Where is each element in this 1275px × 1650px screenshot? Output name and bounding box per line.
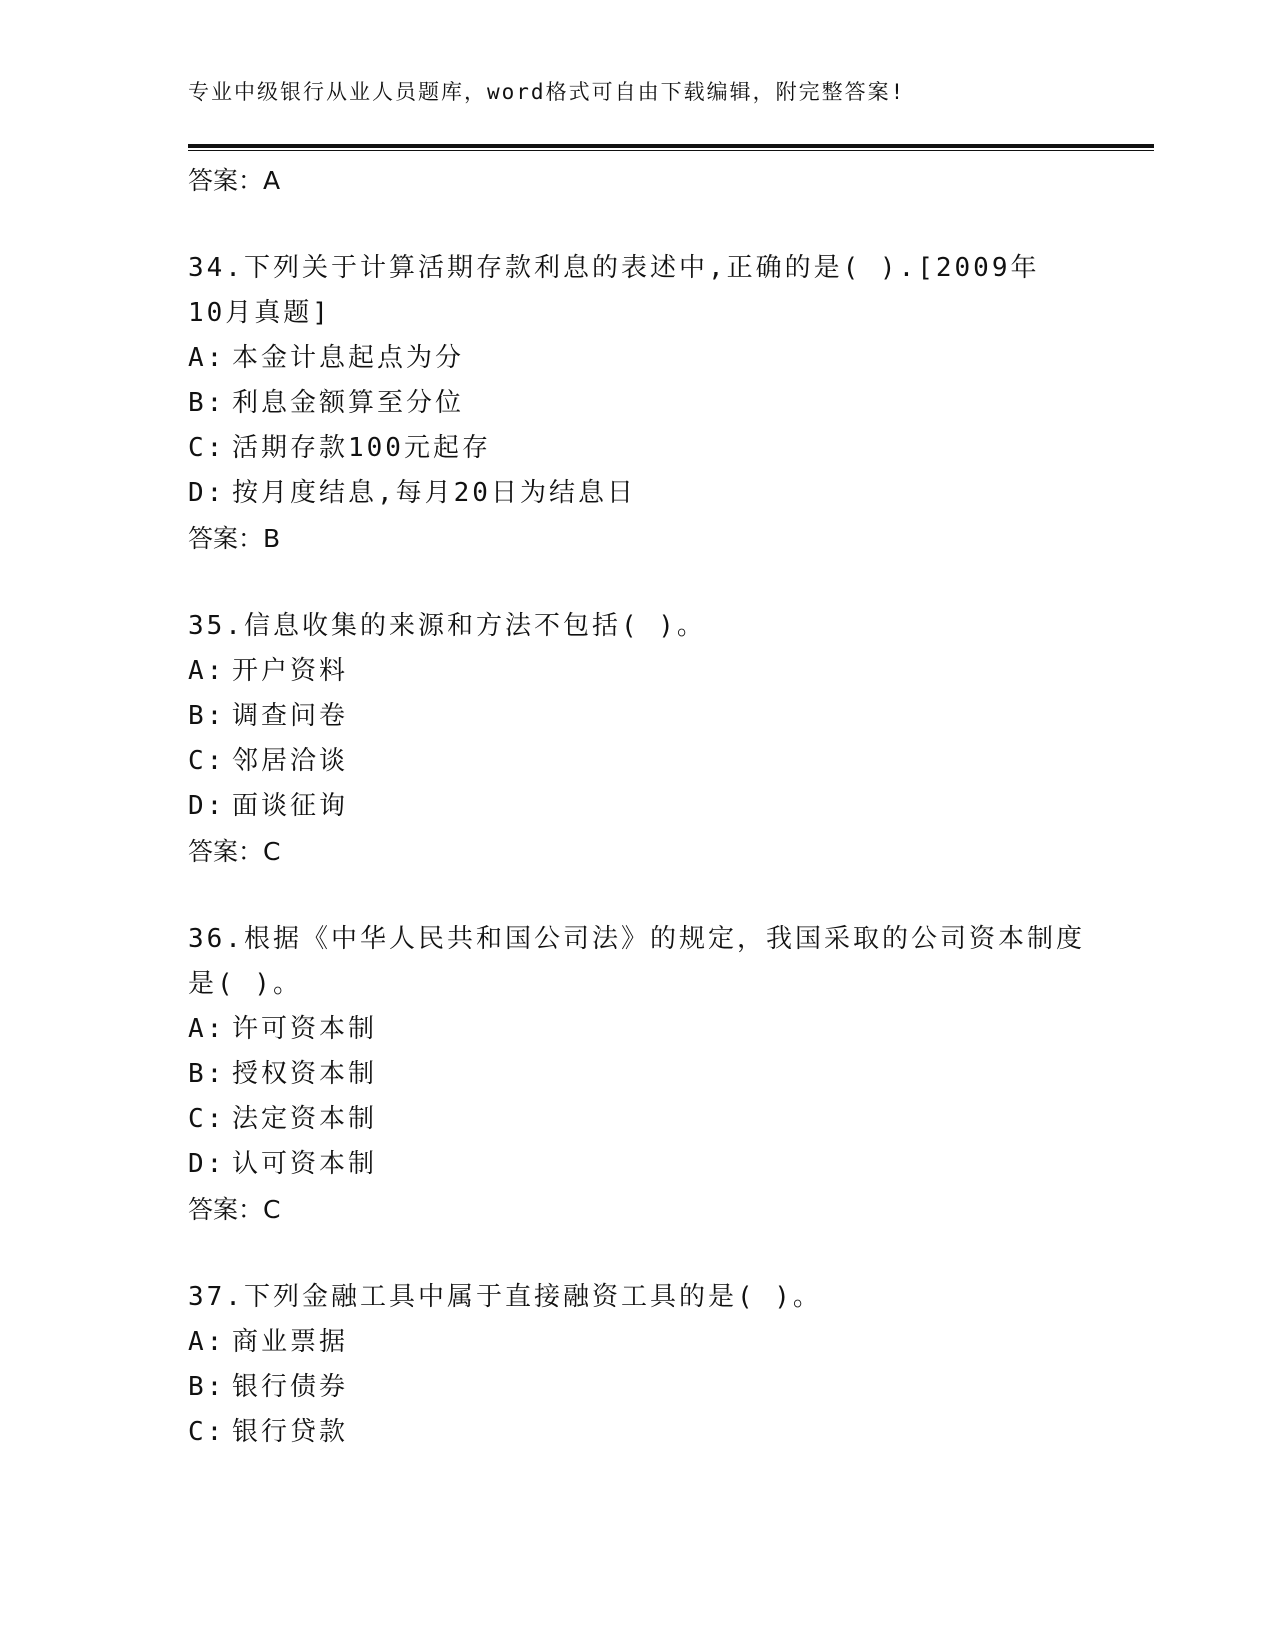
answer-line: 答案：C [188,1195,281,1224]
option-key: C: [188,746,226,776]
option-key: A: [188,1014,226,1044]
header-divider-thin [188,150,1154,151]
question-34 [188,246,1088,562]
option-a [188,1007,1088,1052]
option-key: D: [188,791,226,821]
option-text: 邻居洽谈 [232,746,349,776]
option-c [188,739,1088,784]
option-key: B: [188,701,226,731]
option-key: A: [188,1327,226,1357]
option-d [188,1142,1088,1187]
question-text: 10月真题] [188,298,331,328]
option-text: 利息金额算至分位 [232,388,465,418]
option-key: D: [188,478,226,508]
answer-line: 答案：C [188,837,281,866]
question-text: 是( )。 [188,969,302,999]
option-text: 本金计息起点为分 [232,343,465,373]
question-text: 34.下列关于计算活期存款利息的表述中,正确的是( ).[2009年 [188,253,1040,283]
question-text: 36.根据《中华人民共和国公司法》的规定，我国采取的公司资本制度 [188,924,1085,954]
header-divider-thick [188,144,1154,148]
option-d [188,471,1088,516]
option-key: D: [188,1149,226,1179]
option-key: B: [188,1059,226,1089]
page-header-text: 专业中级银行从业人员题库，word格式可自由下载编辑，附完整答案! [188,80,906,104]
option-c [188,1097,1088,1142]
option-key: A: [188,656,226,686]
option-text: 授权资本制 [232,1059,378,1089]
option-text: 法定资本制 [232,1104,378,1134]
option-d [188,784,1088,829]
option-text: 商业票据 [232,1327,349,1357]
question-text: 37.下列金融工具中属于直接融资工具的是( )。 [188,1282,822,1312]
option-key: C: [188,433,226,463]
option-b [188,694,1088,739]
option-b [188,1052,1088,1097]
option-a [188,1320,1088,1365]
option-key: B: [188,1372,226,1402]
question-text: 35.信息收集的来源和方法不包括( )。 [188,611,706,641]
question-list [188,158,1088,1455]
option-b [188,1365,1088,1410]
option-text: 认可资本制 [232,1149,378,1179]
option-text: 按月度结息,每月20日为结息日 [232,478,636,508]
option-c [188,426,1088,471]
option-text: 银行贷款 [232,1417,349,1447]
option-a [188,649,1088,694]
option-text: 调查问卷 [232,701,349,731]
answer-line: 答案：A [188,166,281,195]
question-35 [188,604,1088,875]
option-text: 活期存款100元起存 [232,433,491,463]
question-37 [188,1275,1088,1455]
option-text: 面谈征询 [232,791,349,821]
answer-line: 答案：B [188,524,281,553]
option-a [188,336,1088,381]
option-c [188,1410,1088,1455]
option-key: C: [188,1104,226,1134]
option-key: B: [188,388,226,418]
option-text: 开户资料 [232,656,349,686]
question-36 [188,917,1088,1233]
option-key: C: [188,1417,226,1447]
option-text: 许可资本制 [232,1014,378,1044]
option-key: A: [188,343,226,373]
option-b [188,381,1088,426]
option-text: 银行债券 [232,1372,349,1402]
